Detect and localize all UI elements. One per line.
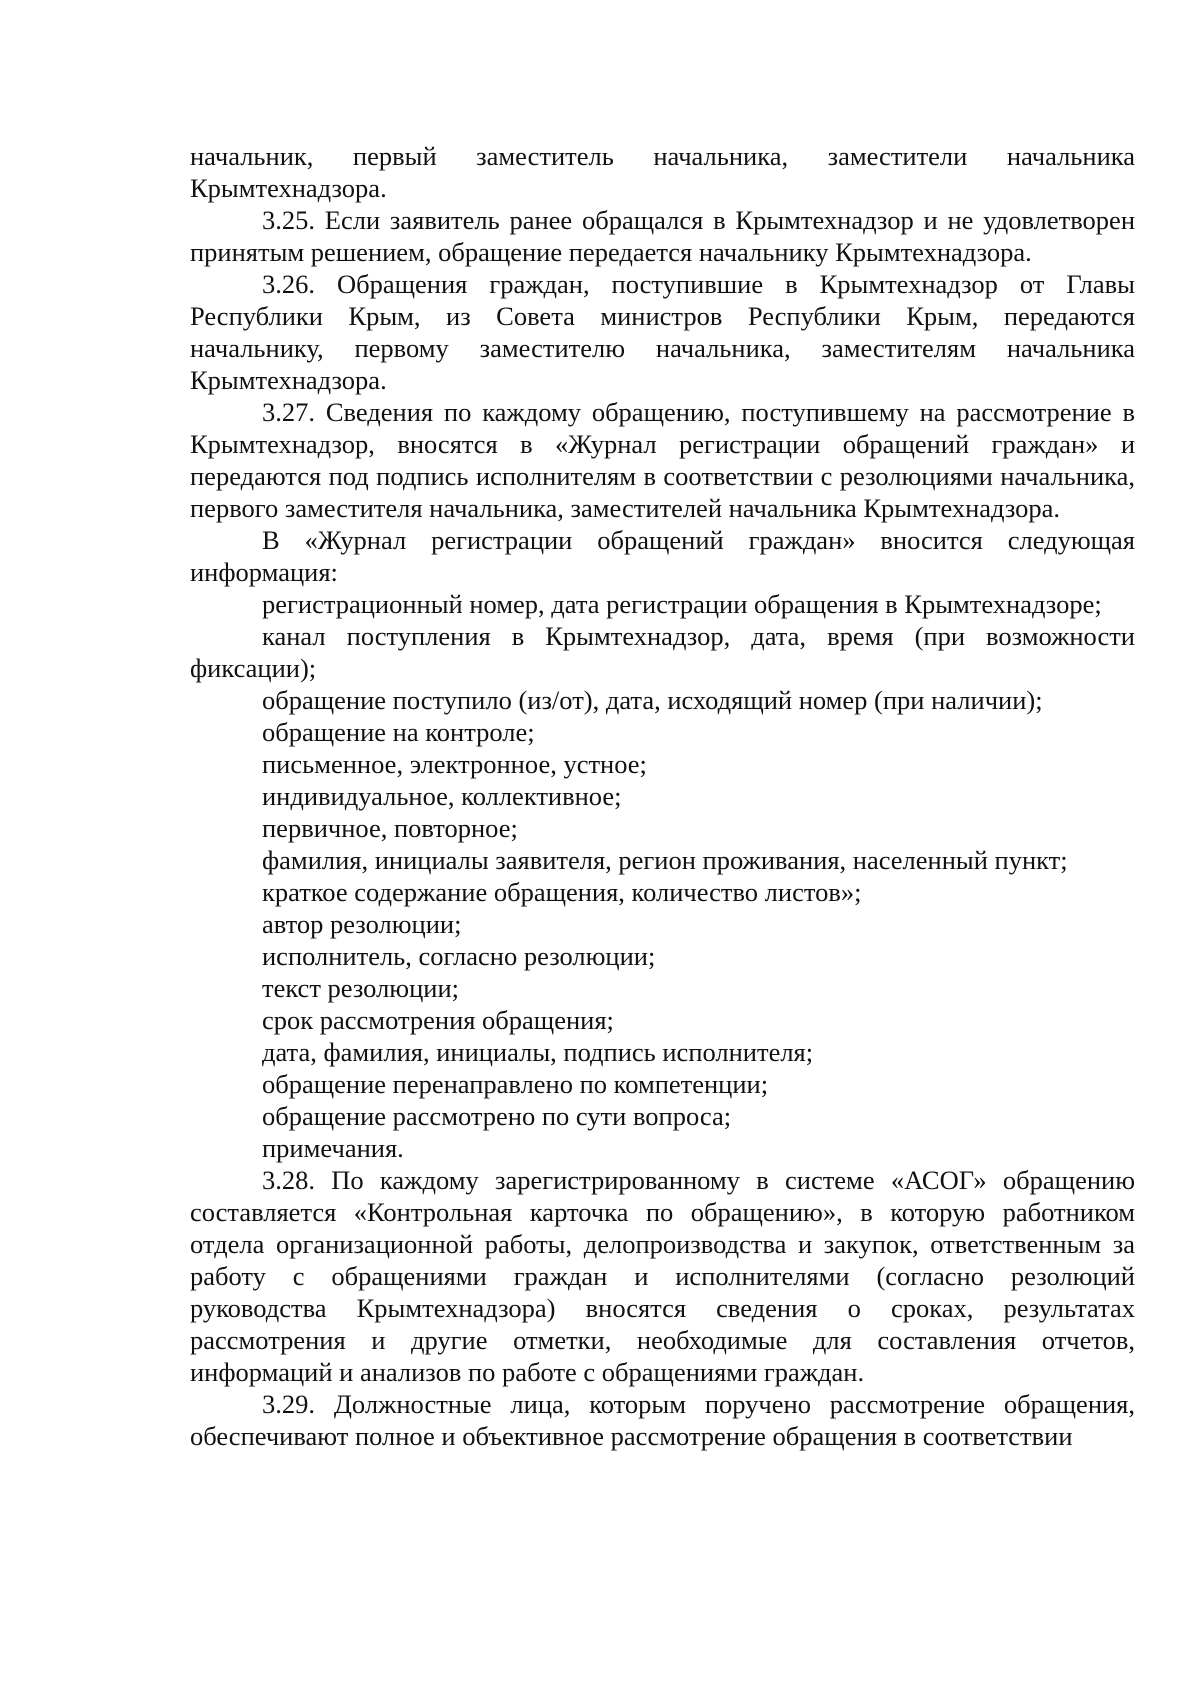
list-item: письменное, электронное, устное; — [262, 749, 647, 779]
list-item-channel: канал поступления в Крымтехнадзор, дата, время (при возможности фиксации); — [190, 621, 1135, 683]
paragraph-3-29: 3.29. Должностные лица, которым поручено рассмотрение обращения, обеспечивают полное и объективное рассмотрение обращения в соответствии — [190, 1389, 1135, 1451]
list-item: краткое содержание обращения, количество листов»; — [262, 877, 862, 907]
paragraph-continuation: начальник, первый заместитель начальника, заместители начальника Крымтехнадзора. — [190, 141, 1135, 203]
paragraph-3-26: 3.26. Обращения граждан, поступившие в Крымтехнадзор от Главы Республики Крым, из Совета министров Республики Крым, передаются начальнику, первому заместителю начальника, заместителям начальника Крымтехнадзора. — [190, 269, 1135, 395]
list-item: обращение рассмотрено по сути вопроса; — [262, 1101, 732, 1131]
paragraph-3-25: 3.25. Если заявитель ранее обращался в Крымтехнадзор и не удовлетворен принятым решением, обращение передается начальнику Крымтехнадзора. — [190, 205, 1135, 267]
list-item: исполнитель, согласно резолюции; — [262, 941, 656, 971]
paragraph-3-28: 3.28. По каждому зарегистрированному в системе «АСОГ» обращению составляется «Контрольная карточка по обращению», в которую работником отдела организационной работы, делопроизводства и закупок, ответственным за работу с обращениями граждан и исполнителями (согласно резолюций руководства Крымтехнадзора) вносятся сведения о сроках, результатах рассмотрения и другие отметки, необходимые для составления отчетов, информаций и анализов по работе с обращениями граждан. — [190, 1165, 1135, 1387]
list-item: обращение перенаправлено по компетенции; — [262, 1069, 769, 1099]
list-item: фамилия, инициалы заявителя, регион проживания, населенный пункт; — [262, 845, 1068, 875]
document-body — [190, 140, 1135, 1452]
paragraph-3-27: 3.27. Сведения по каждому обращению, поступившему на рассмотрение в Крымтехнадзор, вносятся в «Журнал регистрации обращений граждан» и передаются под подпись исполнителям в соответствии с резолюциями начальника, первого заместителя начальника, заместителей начальника Крымтехнадзора. — [190, 397, 1135, 523]
list-item: текст резолюции; — [262, 973, 460, 1003]
list-item: срок рассмотрения обращения; — [262, 1005, 614, 1035]
list-item: дата, фамилия, инициалы, подпись исполнителя; — [262, 1037, 814, 1067]
list-item: примечания. — [262, 1133, 404, 1163]
list-item: обращение поступило (из/от), дата, исходящий номер (при наличии); — [262, 685, 1043, 715]
list-item: обращение на контроле; — [262, 717, 535, 747]
list-item: автор резолюции; — [262, 909, 462, 939]
list-item: первичное, повторное; — [262, 813, 518, 843]
paragraph-journal-intro: В «Журнал регистрации обращений граждан» вносится следующая информация: — [190, 525, 1135, 587]
list-item-registration-number: регистрационный номер, дата регистрации обращения в Крымтехнадзоре; — [262, 589, 1102, 619]
list-item: индивидуальное, коллективное; — [262, 781, 622, 811]
